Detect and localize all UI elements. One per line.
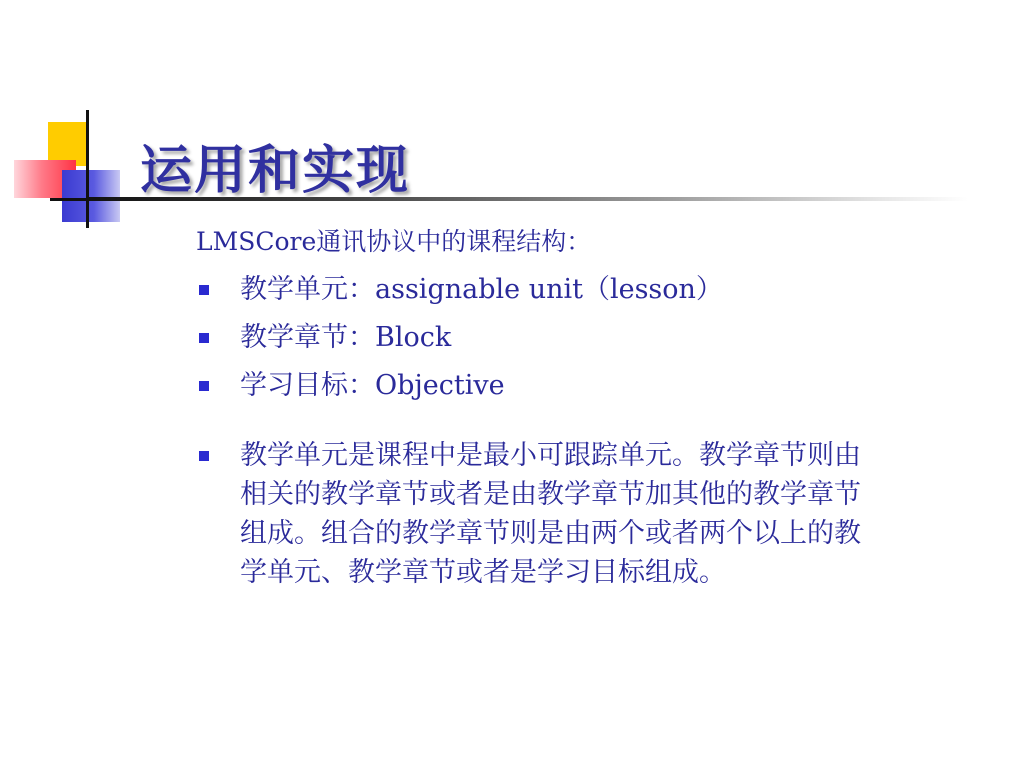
- paragraph-text: 教学单元是课程中是最小可跟踪单元。教学章节则由相关的教学章节或者是由教学章节加其他的教学章节组成。组合的教学章节则是由两个或者两个以上的教学单元、教学章节或者是学习目标组成。: [240, 440, 861, 588]
- list-item-text: 教学单元：assignable unit（lesson）: [240, 274, 723, 305]
- list-item-text: 教学章节：Block: [240, 322, 452, 353]
- square-bullet-icon: [199, 333, 209, 343]
- bullet-list: [196, 266, 896, 592]
- intro-text: LMSCore通讯协议中的课程结构：: [196, 227, 592, 256]
- corner-ornament: [0, 0, 160, 240]
- square-bullet-icon: [199, 451, 209, 461]
- slide-body: [196, 222, 896, 592]
- square-bullet-icon: [199, 285, 209, 295]
- square-bullet-icon: [199, 381, 209, 391]
- ornament-vertical-line: [86, 110, 89, 228]
- list-item: [196, 362, 896, 410]
- ornament-blue-square: [62, 170, 120, 222]
- slide-title: 运用和实现: [140, 140, 411, 201]
- list-item: [196, 266, 896, 314]
- list-item: [196, 314, 896, 362]
- list-item-text: 学习目标：Objective: [240, 370, 505, 401]
- list-item-paragraph: [196, 436, 880, 592]
